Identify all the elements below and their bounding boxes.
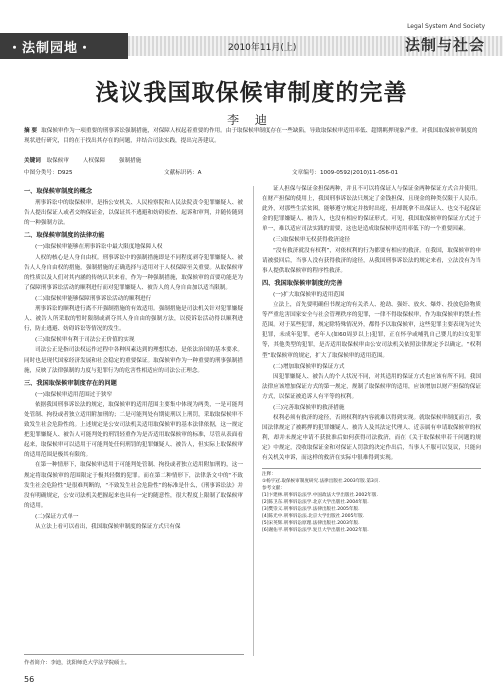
footnote-rule (24, 654, 244, 655)
journal-name-en: Legal System And Society (407, 23, 485, 30)
right-column (262, 184, 481, 534)
section-heading: (一)扩大取保候审的适用范围 (273, 291, 345, 298)
column-name: ・法制园地・ (8, 41, 93, 56)
section-heading: 四、我国取保候审制度的完善 (262, 279, 343, 287)
page-header (0, 0, 503, 58)
section-heading: 一、取保候审制度的概念 (24, 188, 93, 195)
abstract-label: 摘 要 (24, 128, 38, 134)
reference-item: 参考文献： (262, 485, 285, 491)
section-heading: (三)取保候审无权获得救济途径 (273, 237, 351, 244)
keywords-label: 关键词 (24, 158, 41, 164)
reference-item: [2]陈卫东.刑事诉讼法学.北京大学出版社.2004年版. (262, 499, 369, 505)
paragraph: 人权的核心是人身自由权。刑事诉讼中的强制措施即是不同程度剥夺犯罪嫌疑人、被告人人身自由权的措施，强制措施的正确选择与适用对于人权保障至关重要。从取保候审的性质以及人们对其内涵的传统认识来看，作为一种强制措施，取保候审的首要功能是为了保障刑事诉讼活动的顺利进行而对犯罪嫌疑人、被告人的人身自由加以适当限制。 (24, 254, 243, 291)
reference-item: ①杨宇冠.取保候审制度研究.法律出版社.2003年版.第3页. (262, 478, 380, 484)
section-heading: (二)取保候审能够保障刑事诉讼活动的顺利进行 (35, 295, 152, 302)
column-divider (253, 186, 254, 656)
paragraph: 在第一种情形下，取保候审适用于可能判处管制、拘役或者独立适用附加刑的，这一规定将取保候审的范围限定于极其轻微的犯罪。而在第二种情形下，法律条文中的“不致发生社会危险性”是很难判断的，“不致发生社会危险性”的标准是什么，《刑事诉讼法》并没有明确规定，公安司法机关把握起来也具有一定的随意性，很大程度上限制了取保候审的适用。 (24, 462, 243, 509)
keywords (24, 156, 153, 164)
article-title: 浅议我国取保候审制度的完善 (95, 79, 408, 106)
paragraph: 立法上，首先要明确但书规定的有关杀人、抢劫、强奸、放火、爆炸、投放危险物质等严重危害国家安全与社会管理秩序的犯罪，一律不得取保候审，作为取保候审的禁止性范围。对于某些犯罪，规定除特殊情况外，都得予以取保候审，这些犯罪主要表现为过失犯罪，未成年犯罪，老年人(如60周岁以上)犯罪，正在怀孕或哺乳自己婴儿的妇女犯罪等，其他类型的犯罪，是否适用取保候审由公安司法机关依照法律规定予以确定。“权利型”取保候审的规定，扩大了取保候审的适用范围。 (262, 302, 481, 359)
reference-item: [4]陈光中.刑事诉讼法.北京大学出版社.2005年版. (262, 513, 365, 519)
reference-item: [6]谢佑平.刑事诉讼法学.复旦大学出版社.2002年版. (262, 527, 369, 533)
section-heading: (三)完善取保候审的救济措施 (273, 404, 345, 411)
paragraph: 刑事诉讼的顺利进行离不开强制措施的有效适用。强制措施是司法机关针对犯罪嫌疑人、被告人所采取的暂时限制或剥夺其人身自由的强制方法，以使诉讼活动得以顺利进行，防止逃避、妨碍诉讼等情况的发生。 (24, 306, 243, 333)
section-heading: (一)取保候审能够在刑事诉讼中最大限度地保障人权 (35, 244, 163, 251)
article-number: 文章编号：1009-0592(2010)11-056-01 (292, 170, 399, 176)
paragraph: “没有救济就没有权利”，对依权利的行为都要有相应的救济。在我国，取保候审的申请被驳回后，当事人没有获得救济的途径，从我国刑事诉讼法的规定来看，立法没有为当事人提供取保候审的程序性救济。 (262, 247, 481, 274)
references-heading: 注释： (262, 471, 276, 477)
reference-item: [3]樊崇义.刑事诉讼法学.法律出版社.2005年版. (262, 506, 360, 512)
document-code: 文献标识码：A (164, 170, 202, 176)
page-number: 56 (24, 675, 35, 684)
keyword: 人权保障 (82, 158, 106, 164)
section-heading: 三、我国取保候审制度存在的问题 (24, 379, 117, 387)
paragraph: 证人担保与保证金担保两种，并且不可以将保证人与保证金两种保证方式合并使用。在财产担保的使用上，我国刑事诉讼法只规定了金钱担保，且现金的种类仅限于人民币。此外，对那些生活贫困，能够遵守规定并按时出庭，但却既拿不出保证人、也交不起保证金的犯罪嫌疑人、被告人，也没有相应的保证形式。可见，我国取保候审的保证方式过于单一，难以适应司法实践的需要，这也是造成取保候审适用率低下的一个重要因素。 (262, 186, 481, 233)
issue-date: 2010年11月(上) (228, 43, 297, 53)
keyword: 强制措施 (118, 158, 142, 164)
author-info: 作者简介：李迪，沈阳师范大学法学院硕士。 (24, 660, 130, 666)
section-heading: (三)取保候审有利于司法公正价值的实现 (35, 337, 135, 344)
paragraph: 从立法上看可以看出，我国取保候审制度的保证方式只有保 (35, 524, 181, 530)
reference-item: [1]卞建林.刑事诉讼法学.中国政法大学出版社.2002年版. (262, 492, 378, 498)
journal-name-zh: 法制与社会 (404, 36, 485, 54)
abstract-text: 取保候审作为一项重要的刑事诉讼强制措施，对保障人权起着重要的作用。由于取保候审制度存在一些缺陷，导致取保候审适用率低、超期羁押现象严重。对我国取保候审制度的现状进行研究，目的在于找出其存在的问题，并结合司法实践，提出完善建议。 (24, 128, 478, 144)
abstract (24, 126, 481, 146)
keyword: 取保候审 (46, 158, 69, 164)
reference-item: [5]宋英辉.刑事诉讼原理.法律出版社.2003年版. (262, 520, 360, 526)
paragraph: 因犯罪嫌疑人、被告人的个人状况不同，对其适用的保证方式也应该有所不同。我国法律应该增加保证方式的第一规定，规制了取保候审的适用，应该增加以财产担保的保证方式，以保证被追诉人有平等的权利。 (262, 373, 481, 400)
left-column (24, 184, 243, 532)
paragraph: 司法公正是指司法权运作过程中各种因素达到的理想状态，是依法治国的基本要求。同时也是现代国家经济发展和社会稳定的重要保证。取保候审作为一种重要的刑事强制措施，反映了法律强制的力度与犯罪行为的危害性相适应的司法公正理念。 (24, 347, 243, 374)
references (262, 468, 481, 534)
paragraph: 刑事诉讼中的取保候审，是指公安机关、人民检察院和人民法院责令犯罪嫌疑人、被告人提出保证人或者交纳保证金，以保证其不逃避和妨碍侦查、起诉和审判，并随传随到的一种强制方法。 (24, 200, 243, 227)
section-heading: 二、取保候审制度的法律功能 (24, 232, 105, 240)
article-author: 李 迪 (227, 113, 273, 127)
section-heading: (二)增加取保候审的保证方式 (273, 363, 345, 370)
clc-number: 中图分类号：D925 (24, 170, 73, 176)
section-heading: (二)保证方式单一 (35, 513, 79, 520)
paragraph: 权利必须有救济的途径，否则权利的内容就难以得到实现。就取保候审制度而言，我国法律规定了被羁押的犯罪嫌疑人、被告人及其法定代理人、近亲属有申请取保候审的权利，却并未规定申请不获批准后如何获得司法救济，而在《关于取保候审若干问题的规定》中规定，没收取保证金和对保证人罚款的决定作出后，当事人不服可以复议，只能向有关机关申诉，而这样的救济在实际中很难得到实现。 (262, 415, 481, 462)
section-heading: (一)取保候审适用范围过于狭窄 (35, 391, 113, 398)
paragraph: 依据我国刑事诉讼法的规定，取保候审的适用范围主要集中体现为两类，一是可能判处管制、拘役或者独立适用附加刑的；二是可能判处有期徒刑以上刑罚，采取取保候审不致发生社会危险性的。上述规定是公安司法机关适用取保候审的基本法律依据，这一规定把犯罪嫌疑人、被告人可能判处的刑罚轻重作为是否适用取保候审的标准，尽管从表面看起来，取保候审可以适用于可能判处任何刑罚的犯罪嫌疑人、被告人，但实际上取保候审的适用范围是极其有限的。 (24, 401, 243, 459)
